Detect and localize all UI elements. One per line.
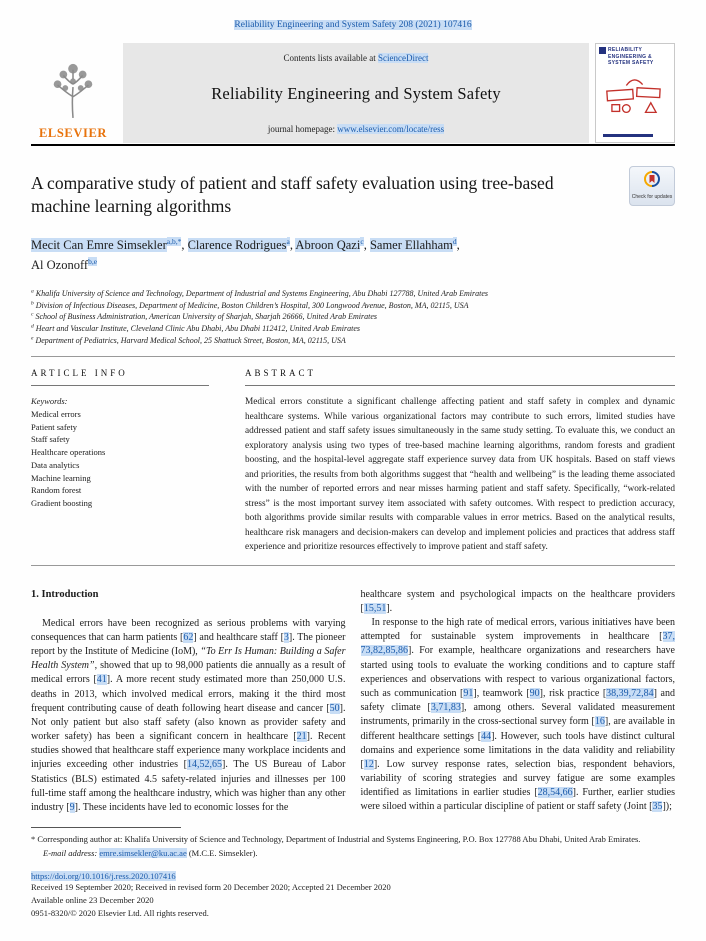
body-paragraph: Medical errors have been recognized as serious problems with varying consequences that can harm patients [62] and healthcare staff [3]. The pioneer report by the Institute of Medicine (IoM), “To Err Is Human: Building a Safer Health System”, showed that up to 98,000 patients die annually as a result of medical errors [41]. A more recent study estimated more than 250,000 U.S. deaths in 2013, which involved medical errors, making it the third most frequent contributing cause of death following heart disease and cancer [50]. Not only patient but also staff safety (also known as provider safety and worker safety) has been a significant concern in healthcare [21]. Recent studies showed that healthcare staff experience many workplace incidents and injuries exceeding other industries [14,52,65]. The US Bureau of Labor Statistics (BLS) estimated 4.5 safety-related injuries and illnesses per 100 full-time staff among the healthcare industry, which was higher than any other industry [9]. These incidents have led to economic losses for the xyxy=(31,617,346,813)
email-link[interactable]: emre.simsekler@ku.ac.ae xyxy=(99,847,187,858)
citation-link[interactable]: 14,52,65 xyxy=(187,759,223,771)
journal-cover-thumbnail[interactable] xyxy=(595,43,675,143)
citation-link[interactable]: 38,39,72,84 xyxy=(606,687,654,699)
italic-text: “To Err Is Human: Building a Safer Health System” xyxy=(31,645,346,672)
title-row xyxy=(31,172,675,218)
sciencedirect-link[interactable]: ScienceDirect xyxy=(378,53,429,63)
citation-link[interactable]: 44 xyxy=(481,730,492,742)
body-paragraph: In response to the high rate of medical errors, various initiatives have been attempted for sustainable system improvements in healthcare [37, 73,82,85,86]. For example, healthcare organizations and researchers have started using tools to evaluate the working conditions and to capture staff experiences and observations with respect to various organizational factors, such as communication [91], teamwork [90], risk practice [38,39,72,84] and safety climate [3,71,83], among others. Several validated measurement instruments, primarily in the cross-sectional survey form [16], are available in different healthcare settings [44]. However, such tools have distinct cultural domains and experience some limitations in the data validity and reliability [12]. Low survey response rates, selection bias, respondent behaviors, variability of scoring strategies and survey fatigue are some examples identified as limitations in earlier studies [28,54,66]. Further, earlier studies were siloed within a particular discipline of patient or staff safety (Joint [35]); xyxy=(360,617,676,813)
cover-title: RELIABILITY ENGINEERING & SYSTEM SAFETY xyxy=(608,47,654,66)
received-dates: Received 19 September 2020; Received in revised form 20 December 2020; Accepted 21 December 2020 xyxy=(31,881,391,892)
affiliation-sup: a xyxy=(31,288,34,295)
keywords-label: Keywords: xyxy=(31,396,68,407)
section-divider-bottom xyxy=(31,565,675,566)
author-separator: , xyxy=(456,238,460,253)
affiliation xyxy=(31,288,675,300)
email-suffix: (M.C.E. Simsekler). xyxy=(186,847,258,858)
affiliation-text: School of Business Administration, American University of Sharjah, Sharjah 26666, United Arab Emirates xyxy=(35,312,377,322)
check-badge-label: Check for updates xyxy=(631,194,673,201)
citation-link[interactable]: 9 xyxy=(69,802,75,813)
doi-link[interactable]: https://doi.org/10.1016/j.ress.2020.107416 xyxy=(31,870,176,881)
author-separator: , xyxy=(181,238,188,253)
author xyxy=(188,238,296,252)
journal-title: Reliability Engineering and System Safety xyxy=(211,83,501,103)
article-info-column xyxy=(31,368,209,555)
cover-artwork-icon xyxy=(599,73,671,126)
footnote-text: Corresponding author at: Khalifa University of Science and Technology, Department of Industrial and Systems Engineering, P.O. Box 127788 Abu Dhabi, United Arab Emirates. xyxy=(37,834,641,845)
elsevier-wordmark: ELSEVIER xyxy=(38,126,108,140)
info-abstract-section xyxy=(31,368,675,555)
introduction-heading: 1. Introduction xyxy=(31,588,99,600)
affiliation-text: Division of Infectious Diseases, Department of Medicine, Boston Children’s Hospital, 300 Longwood Avenue, Boston, MA, 02115, USA xyxy=(35,300,469,310)
citation-link[interactable]: 91 xyxy=(463,687,474,699)
author xyxy=(295,238,370,252)
homepage-link[interactable]: www.elsevier.com/locate/ress xyxy=(337,124,445,134)
citation-link[interactable]: 50 xyxy=(329,702,340,714)
affiliation-text: Department of Pediatrics, Harvard Medical School, 25 Shattuck Street, Boston, MA, 02115, USA xyxy=(35,335,346,345)
affiliation-sup: b xyxy=(31,300,34,307)
body-column-right xyxy=(361,588,676,816)
author xyxy=(370,238,460,252)
body-column-left xyxy=(31,588,346,816)
author-affiliation-sup[interactable]: a,b,* xyxy=(166,237,182,247)
article-info-header: ARTICLE INFO xyxy=(31,368,128,379)
author-list xyxy=(31,235,675,275)
keyword: Data analytics xyxy=(31,459,80,470)
affiliation-sup: e xyxy=(31,334,34,341)
elsevier-logo[interactable] xyxy=(31,43,123,143)
affiliation xyxy=(31,300,675,312)
affiliation-sup: d xyxy=(31,323,34,330)
keyword: Machine learning xyxy=(31,472,91,483)
author-separator: , xyxy=(289,238,296,253)
affiliation-sup: c xyxy=(31,311,34,318)
journal-citation-header xyxy=(31,20,675,30)
affiliation-list xyxy=(31,288,675,346)
cover-publisher-mark xyxy=(599,47,606,54)
citation-link[interactable]: 35 xyxy=(652,801,663,813)
author-name: Al Ozonoff xyxy=(31,258,89,273)
keyword: Gradient boosting xyxy=(31,498,93,509)
abstract-text: Medical errors constitute a significant challenge affecting patient and staff safety in complex and dynamic healthcare systems. While various organizational factors may contribute to such errors, limited studies have addressed patient and staff safety issues simultaneously in the same study setting. To evaluate this, we conduct an exploratory analysis using two types of tree-based machine learning algorithms, random forests and gradient boosting, and the hospital-level aggregate staff experience survey data from UK hospitals. Based on staff views and priorities, the results from both algorithms suggest that “health and wellbeing” is the leading theme associated with the number of reported errors and near misses harming patient and staff safety. Specifically, “work-related stress” is the most important survey item associated with safety outcomes. With respect to prediction accuracy, both algorithms provide similar results with comparable values in error metrics. Based on the analytical results, healthcare risk managers and decision-makers can develop and implement policies and practices that address staff experience and prioritize resources effectively to improve patient and staff safety. xyxy=(245,397,675,553)
contents-prefix: Contents lists available at xyxy=(283,53,378,63)
email-label: E-mail address: xyxy=(43,847,98,858)
affiliation-text: Heart and Vascular Institute, Cleveland Clinic Abu Dhabi, Abu Dhabi 112412, United Arab Emirates xyxy=(35,323,361,333)
citation-link[interactable]: 28,54,66 xyxy=(537,787,573,799)
author xyxy=(31,238,188,252)
citation-link[interactable]: 21 xyxy=(296,731,307,743)
citation-link[interactable]: 62 xyxy=(183,631,194,643)
affiliation-text: Khalifa University of Science and Technology, Department of Industrial and Systems Engineering, Abu Dhabi 127788, United Arab Emirates xyxy=(35,289,489,299)
author-name-link[interactable]: Clarence Rodrigues xyxy=(187,238,287,253)
copyright-line: 0951-8320/© 2020 Elsevier Ltd. All rights reserved. xyxy=(31,908,209,919)
citation-link[interactable]: 3,71,83 xyxy=(430,702,461,714)
citation-link[interactable]: 16 xyxy=(594,716,605,728)
body-columns xyxy=(31,588,675,816)
article-title: A comparative study of patient and staff safety evaluation using tree-based machine learning algorithms xyxy=(31,173,554,217)
citation-link[interactable]: 15,51 xyxy=(363,602,387,614)
keyword: Medical errors xyxy=(31,408,81,419)
author-affiliation-sup[interactable]: d xyxy=(452,237,457,247)
email-line xyxy=(31,848,675,858)
author-affiliation-sup[interactable]: c xyxy=(360,237,364,247)
header-divider xyxy=(31,144,675,146)
section-divider-top xyxy=(31,356,675,357)
elsevier-tree-icon xyxy=(46,58,100,125)
keyword: Patient safety xyxy=(31,421,78,432)
abstract-header: ABSTRACT xyxy=(245,368,317,379)
citation-link[interactable]: 3 xyxy=(283,631,289,643)
crossmark-icon xyxy=(644,171,660,192)
keyword: Staff safety xyxy=(31,434,70,445)
masthead-box xyxy=(123,43,589,143)
affiliation xyxy=(31,311,675,323)
homepage-prefix: journal homepage: xyxy=(267,124,338,134)
keyword: Healthcare operations xyxy=(31,447,106,458)
homepage-line xyxy=(131,124,581,134)
author-name-link[interactable]: Mecit Can Emre Simsekler xyxy=(31,238,167,253)
keywords-block xyxy=(31,395,209,510)
author xyxy=(31,258,97,272)
citation-link[interactable]: 37, 73,82,85,86 xyxy=(360,631,675,657)
contents-line xyxy=(131,53,581,63)
author-name-link[interactable]: Abroon Qazi xyxy=(295,238,361,253)
citation-link[interactable]: 90 xyxy=(529,687,540,699)
footnote-marker: * xyxy=(31,834,36,845)
article-info-rule xyxy=(31,385,209,386)
cover-footer-bar xyxy=(603,134,653,137)
keyword: Random forest xyxy=(31,485,82,496)
abstract-rule xyxy=(245,385,675,386)
citation-link[interactable]: 41 xyxy=(96,674,107,686)
available-online: Available online 23 December 2020 xyxy=(31,895,154,906)
corresponding-author-footnote xyxy=(31,833,675,846)
author-name-link[interactable]: Samer Ellahham xyxy=(369,238,453,253)
cover-header xyxy=(599,47,671,67)
author-affiliation-sup[interactable]: a xyxy=(286,237,290,247)
citation-link[interactable]: 12 xyxy=(363,758,374,770)
footnote-divider xyxy=(31,827,181,828)
check-for-updates-badge[interactable] xyxy=(629,166,675,206)
affiliation xyxy=(31,323,675,335)
masthead xyxy=(31,43,675,143)
body-paragraph: healthcare system and psychological impacts on the healthcare providers [15,51]. xyxy=(360,588,675,614)
author-separator: , xyxy=(363,238,370,253)
author-affiliation-sup[interactable]: b,e xyxy=(88,257,98,267)
abstract-column xyxy=(245,368,675,555)
doi-line xyxy=(31,871,675,881)
affiliation xyxy=(31,335,675,347)
journal-citation-link[interactable]: Reliability Engineering and System Safety 208 (2021) 107416 xyxy=(234,20,472,30)
